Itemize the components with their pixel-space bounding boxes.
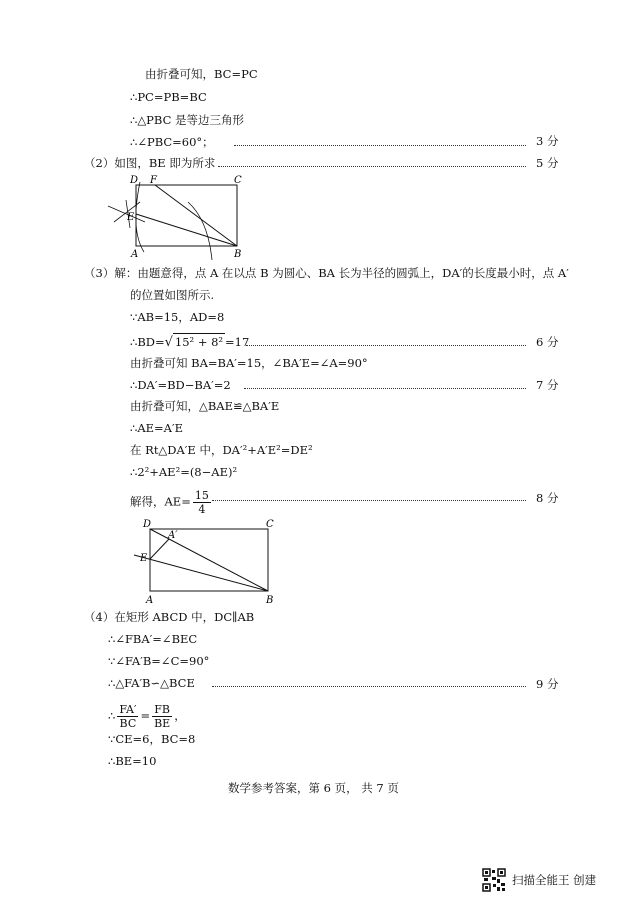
score-label: 9 分 [536,677,559,691]
dot-leader [234,145,526,146]
segment-be [136,214,237,246]
text-line: ∴AE=A′E [130,421,183,435]
text-line: ∴DA′=BD−BA′=2 [130,378,231,392]
score-label: 5 分 [536,156,559,170]
score-label: 7 分 [536,378,559,392]
text-line: ∴BE=10 [108,754,157,768]
fraction [117,703,138,730]
score-label: 3 分 [536,134,559,148]
label-a: A [131,249,139,260]
label-c: C [234,175,242,186]
label-f: F [150,175,157,186]
numerator: 15 [194,489,209,502]
arc-right [188,202,212,260]
rectangle-abcd [136,185,237,246]
text-line: 由折叠可知 BA=BA′=15，∠BA′E=∠A=90° [130,356,368,370]
dot-leader [212,686,526,687]
text-fragment: ∴ [108,708,116,723]
text-fragment: = [140,708,151,723]
text-line: ∴2²+AE²=(8−AE)² [130,465,238,479]
text-line: ∵CE=6，BC=8 [108,732,196,746]
dot-leader [212,500,526,501]
text-line [130,489,213,516]
text-line: ∴BD=√ 15² + 8² =17 [130,335,250,350]
text-line: 的位置如图所示. [130,288,215,302]
denominator: 4 [198,503,206,516]
qr-code-icon [482,868,506,892]
segment-ea1 [150,539,169,559]
label-e: E [127,212,135,223]
fraction [152,703,172,730]
text-line: ∴∠FBA′=∠BEC [108,632,198,646]
text-fragment: =17 [225,335,250,349]
text-line [108,703,186,730]
text-line: ∴△PBC 是等边三角形 [130,113,245,127]
text-fragment: ， [174,708,186,723]
label-a: A [146,595,154,606]
text-line: ∴∠PBC=60°； [130,135,214,149]
dot-leader [218,166,526,167]
segment-be [134,555,268,591]
denominator: BC [119,717,137,730]
denominator: BE [154,717,171,730]
text-line: 在 Rt△DA′E 中，DA′²+A′E²=DE² [130,443,313,457]
label-e: E [140,553,148,564]
text-line: ∵∠FA′B=∠C=90° [108,654,210,668]
dot-leader [244,388,526,389]
numerator: FA′ [119,703,137,716]
text-fragment: 解得，AE= [130,494,191,509]
text-line: ∴PC=PB=BC [130,90,207,104]
label-d: D [143,519,152,530]
segment-bf [155,185,237,246]
label-d: D [130,175,139,186]
arc-left [136,182,144,252]
text-line: 由折叠可知，△BAE≌△BA′E [130,399,280,413]
numerator: FB [152,703,172,717]
label-b: B [234,249,242,260]
text-fragment: ∴BD= [130,335,165,349]
figure-part3 [126,516,286,608]
figure-part2 [100,170,260,262]
text-line: 由折叠可知，BC=PC [145,67,258,81]
text-line: ∴△FA′B∽△BCE [108,676,195,690]
watermark-text: 扫描全能王 创建 [512,873,597,887]
text-line: （2）如图，BE 即为所求 [84,156,216,170]
radicand: 15² + 8² [174,335,224,349]
score-label: 8 分 [536,491,559,505]
text-line: ∵AB=15，AD=8 [130,310,225,324]
label-b: B [266,595,274,606]
label-a1: A′ [168,530,178,541]
page-footer: 数学参考答案，第 6 页， 共 7 页 [228,781,399,795]
text-line: （4）在矩形 ABCD 中，DC∥AB [84,610,255,624]
score-label: 6 分 [536,335,559,349]
dot-leader [246,345,526,346]
label-c: C [266,519,274,530]
text-line: （3）解：由题意得，点 A 在以点 B 为圆心、BA 长为半径的圆弧上，DA′的长度最小时，点 A′ [84,266,569,280]
fraction [193,489,211,516]
